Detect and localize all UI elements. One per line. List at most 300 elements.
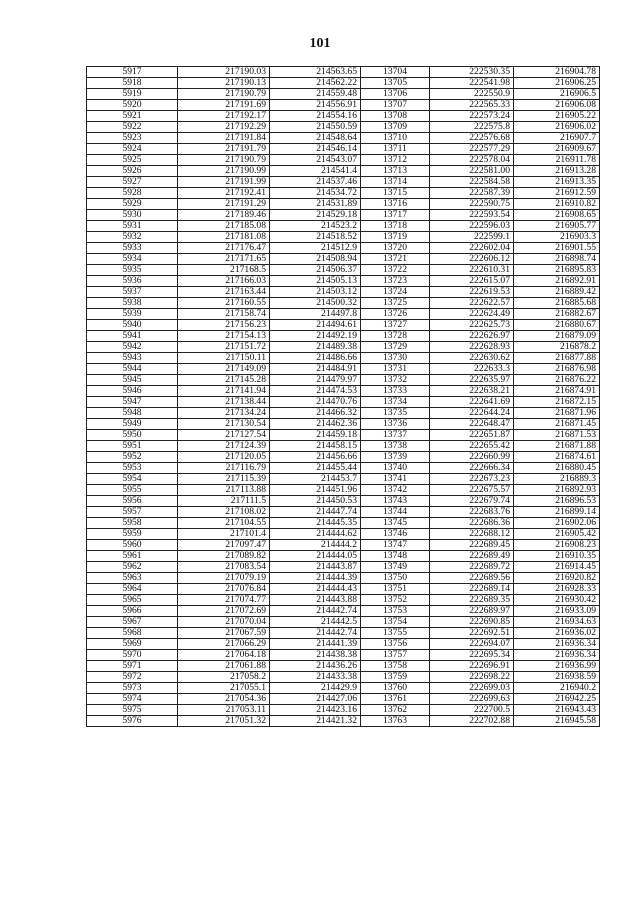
point-id-cell: 5938 [87,298,178,309]
y-coordinate-cell: 214462.36 [270,419,361,430]
point-id-cell: 13731 [361,364,430,375]
y-coordinate-cell: 214541.4 [270,166,361,177]
x-coordinate-cell: 217061.88 [178,661,270,672]
y-coordinate-cell: 216889.42 [514,287,600,298]
y-coordinate-cell: 216898.74 [514,254,600,265]
point-id-cell: 5917 [87,67,178,78]
point-id-cell: 5923 [87,133,178,144]
x-coordinate-cell: 222688.12 [430,529,514,540]
x-coordinate-cell: 222577.29 [430,144,514,155]
y-coordinate-cell: 214554.16 [270,111,361,122]
x-coordinate-cell: 222655.42 [430,441,514,452]
point-id-cell: 13704 [361,67,430,78]
coordinates-table-body [87,67,600,727]
x-coordinate-cell: 222686.36 [430,518,514,529]
table-row [87,353,600,364]
table-row [87,155,600,166]
table-row [87,694,600,705]
point-id-cell: 5929 [87,199,178,210]
y-coordinate-cell: 216942.25 [514,694,600,705]
point-id-cell: 13732 [361,375,430,386]
x-coordinate-cell: 217149.09 [178,364,270,375]
point-id-cell: 5922 [87,122,178,133]
point-id-cell: 13747 [361,540,430,551]
point-id-cell: 5926 [87,166,178,177]
x-coordinate-cell: 222565.33 [430,100,514,111]
x-coordinate-cell: 217101.4 [178,529,270,540]
point-id-cell: 13719 [361,232,430,243]
point-id-cell: 13713 [361,166,430,177]
y-coordinate-cell: 216912.59 [514,188,600,199]
y-coordinate-cell: 216903.3 [514,232,600,243]
y-coordinate-cell: 214492.19 [270,331,361,342]
y-coordinate-cell: 216874.91 [514,386,600,397]
y-coordinate-cell: 216905.22 [514,111,600,122]
table-row [87,650,600,661]
point-id-cell: 13750 [361,573,430,584]
x-coordinate-cell: 222628.93 [430,342,514,353]
table-row [87,177,600,188]
y-coordinate-cell: 216938.59 [514,672,600,683]
x-coordinate-cell: 217083.54 [178,562,270,573]
x-coordinate-cell: 217192.41 [178,188,270,199]
table-row [87,408,600,419]
x-coordinate-cell: 217097.47 [178,540,270,551]
y-coordinate-cell: 216871.96 [514,408,600,419]
y-coordinate-cell: 216872.15 [514,397,600,408]
y-coordinate-cell: 216904.78 [514,67,600,78]
table-row [87,716,600,727]
x-coordinate-cell: 222602.04 [430,243,514,254]
y-coordinate-cell: 214503.12 [270,287,361,298]
y-coordinate-cell: 214508.94 [270,254,361,265]
table-row [87,463,600,474]
table-row [87,419,600,430]
x-coordinate-cell: 222624.49 [430,309,514,320]
point-id-cell: 13737 [361,430,430,441]
x-coordinate-cell: 222619.53 [430,287,514,298]
point-id-cell: 5935 [87,265,178,276]
x-coordinate-cell: 222689.97 [430,606,514,617]
x-coordinate-cell: 222575.8 [430,122,514,133]
x-coordinate-cell: 222630.62 [430,353,514,364]
x-coordinate-cell: 217191.29 [178,199,270,210]
y-coordinate-cell: 216920.82 [514,573,600,584]
x-coordinate-cell: 217191.84 [178,133,270,144]
point-id-cell: 5976 [87,716,178,727]
x-coordinate-cell: 222666.34 [430,463,514,474]
coordinates-table [86,66,600,727]
point-id-cell: 13733 [361,386,430,397]
y-coordinate-cell: 216906.25 [514,78,600,89]
point-id-cell: 5941 [87,331,178,342]
y-coordinate-cell: 216892.93 [514,485,600,496]
y-coordinate-cell: 216914.45 [514,562,600,573]
y-coordinate-cell: 214429.9 [270,683,361,694]
table-row [87,705,600,716]
point-id-cell: 5947 [87,397,178,408]
point-id-cell: 13717 [361,210,430,221]
point-id-cell: 13742 [361,485,430,496]
point-id-cell: 13746 [361,529,430,540]
table-row [87,298,600,309]
y-coordinate-cell: 216906.08 [514,100,600,111]
x-coordinate-cell: 222641.69 [430,397,514,408]
x-coordinate-cell: 217141.94 [178,386,270,397]
point-id-cell: 13726 [361,309,430,320]
point-id-cell: 13740 [361,463,430,474]
x-coordinate-cell: 222625.73 [430,320,514,331]
table-row [87,540,600,551]
table-row [87,122,600,133]
y-coordinate-cell: 216936.02 [514,628,600,639]
x-coordinate-cell: 217054.36 [178,694,270,705]
y-coordinate-cell: 214474.53 [270,386,361,397]
y-coordinate-cell: 214444.43 [270,584,361,595]
point-id-cell: 5971 [87,661,178,672]
point-id-cell: 13722 [361,265,430,276]
point-id-cell: 5958 [87,518,178,529]
point-id-cell: 5943 [87,353,178,364]
point-id-cell: 13736 [361,419,430,430]
y-coordinate-cell: 216913.35 [514,177,600,188]
y-coordinate-cell: 214563.65 [270,67,361,78]
y-coordinate-cell: 214450.53 [270,496,361,507]
y-coordinate-cell: 216895.83 [514,265,600,276]
point-id-cell: 5967 [87,617,178,628]
y-coordinate-cell: 216880.67 [514,320,600,331]
x-coordinate-cell: 222573.24 [430,111,514,122]
y-coordinate-cell: 214534.72 [270,188,361,199]
table-row [87,397,600,408]
point-id-cell: 5936 [87,276,178,287]
y-coordinate-cell: 214512.9 [270,243,361,254]
y-coordinate-cell: 214441.39 [270,639,361,650]
y-coordinate-cell: 214505.13 [270,276,361,287]
point-id-cell: 5919 [87,89,178,100]
y-coordinate-cell: 216910.82 [514,199,600,210]
x-coordinate-cell: 217074.77 [178,595,270,606]
y-coordinate-cell: 216908.23 [514,540,600,551]
point-id-cell: 13751 [361,584,430,595]
point-id-cell: 13715 [361,188,430,199]
point-id-cell: 13755 [361,628,430,639]
point-id-cell: 13728 [361,331,430,342]
table-row [87,595,600,606]
x-coordinate-cell: 222689.72 [430,562,514,573]
x-coordinate-cell: 222651.87 [430,430,514,441]
x-coordinate-cell: 217124.39 [178,441,270,452]
x-coordinate-cell: 217076.84 [178,584,270,595]
point-id-cell: 13716 [361,199,430,210]
point-id-cell: 13734 [361,397,430,408]
x-coordinate-cell: 217064.18 [178,650,270,661]
x-coordinate-cell: 222689.56 [430,573,514,584]
y-coordinate-cell: 216936.99 [514,661,600,672]
y-coordinate-cell: 214444.05 [270,551,361,562]
table-row [87,276,600,287]
point-id-cell: 13707 [361,100,430,111]
x-coordinate-cell: 217089.82 [178,551,270,562]
x-coordinate-cell: 217055.1 [178,683,270,694]
point-id-cell: 5974 [87,694,178,705]
x-coordinate-cell: 217190.13 [178,78,270,89]
x-coordinate-cell: 222690.85 [430,617,514,628]
y-coordinate-cell: 214456.66 [270,452,361,463]
point-id-cell: 13709 [361,122,430,133]
table-row [87,89,600,100]
table-row [87,342,600,353]
point-id-cell: 5930 [87,210,178,221]
y-coordinate-cell: 214438.38 [270,650,361,661]
table-row [87,683,600,694]
point-id-cell: 5968 [87,628,178,639]
x-coordinate-cell: 217134.24 [178,408,270,419]
x-coordinate-cell: 217079.19 [178,573,270,584]
y-coordinate-cell: 216910.35 [514,551,600,562]
point-id-cell: 13735 [361,408,430,419]
y-coordinate-cell: 216871.45 [514,419,600,430]
point-id-cell: 13741 [361,474,430,485]
point-id-cell: 5955 [87,485,178,496]
point-id-cell: 5939 [87,309,178,320]
point-id-cell: 13759 [361,672,430,683]
table-row [87,452,600,463]
point-id-cell: 5949 [87,419,178,430]
x-coordinate-cell: 222606.12 [430,254,514,265]
table-row [87,67,600,78]
point-id-cell: 13760 [361,683,430,694]
x-coordinate-cell: 217120.05 [178,452,270,463]
point-id-cell: 5951 [87,441,178,452]
y-coordinate-cell: 214459.18 [270,430,361,441]
y-coordinate-cell: 216876.22 [514,375,600,386]
x-coordinate-cell: 222530.35 [430,67,514,78]
point-id-cell: 5932 [87,232,178,243]
y-coordinate-cell: 216878.2 [514,342,600,353]
x-coordinate-cell: 217192.17 [178,111,270,122]
x-coordinate-cell: 217053.11 [178,705,270,716]
y-coordinate-cell: 214548.64 [270,133,361,144]
point-id-cell: 5921 [87,111,178,122]
x-coordinate-cell: 217070.04 [178,617,270,628]
y-coordinate-cell: 216928.33 [514,584,600,595]
x-coordinate-cell: 222550.9 [430,89,514,100]
y-coordinate-cell: 214443.88 [270,595,361,606]
point-id-cell: 13723 [361,276,430,287]
point-id-cell: 13743 [361,496,430,507]
y-coordinate-cell: 216933.09 [514,606,600,617]
point-id-cell: 5918 [87,78,178,89]
point-id-cell: 5927 [87,177,178,188]
point-id-cell: 13721 [361,254,430,265]
table-row [87,375,600,386]
point-id-cell: 13710 [361,133,430,144]
x-coordinate-cell: 217190.99 [178,166,270,177]
x-coordinate-cell: 217066.29 [178,639,270,650]
table-row [87,628,600,639]
x-coordinate-cell: 222696.91 [430,661,514,672]
y-coordinate-cell: 216874.61 [514,452,600,463]
x-coordinate-cell: 217111.5 [178,496,270,507]
y-coordinate-cell: 214559.48 [270,89,361,100]
point-id-cell: 13711 [361,144,430,155]
point-id-cell: 5946 [87,386,178,397]
y-coordinate-cell: 214479.97 [270,375,361,386]
x-coordinate-cell: 217145.28 [178,375,270,386]
point-id-cell: 13706 [361,89,430,100]
y-coordinate-cell: 216940.2 [514,683,600,694]
point-id-cell: 13758 [361,661,430,672]
table-row [87,188,600,199]
point-id-cell: 5957 [87,507,178,518]
x-coordinate-cell: 222593.54 [430,210,514,221]
y-coordinate-cell: 216911.78 [514,155,600,166]
y-coordinate-cell: 216936.34 [514,639,600,650]
table-row [87,474,600,485]
x-coordinate-cell: 217067.59 [178,628,270,639]
point-id-cell: 5934 [87,254,178,265]
y-coordinate-cell: 214444.39 [270,573,361,584]
point-id-cell: 13761 [361,694,430,705]
point-id-cell: 5950 [87,430,178,441]
point-id-cell: 5965 [87,595,178,606]
point-id-cell: 13763 [361,716,430,727]
x-coordinate-cell: 217190.03 [178,67,270,78]
x-coordinate-cell: 222638.21 [430,386,514,397]
point-id-cell: 5964 [87,584,178,595]
point-id-cell: 13724 [361,287,430,298]
x-coordinate-cell: 217191.99 [178,177,270,188]
y-coordinate-cell: 216936.34 [514,650,600,661]
y-coordinate-cell: 216871.53 [514,430,600,441]
table-row [87,496,600,507]
table-row [87,254,600,265]
y-coordinate-cell: 214445.35 [270,518,361,529]
point-id-cell: 13762 [361,705,430,716]
table-row [87,441,600,452]
table-row [87,573,600,584]
y-coordinate-cell: 214518.52 [270,232,361,243]
point-id-cell: 5973 [87,683,178,694]
x-coordinate-cell: 222576.68 [430,133,514,144]
point-id-cell: 13754 [361,617,430,628]
y-coordinate-cell: 216934.63 [514,617,600,628]
y-coordinate-cell: 216901.55 [514,243,600,254]
y-coordinate-cell: 216899.14 [514,507,600,518]
x-coordinate-cell: 222689.49 [430,551,514,562]
y-coordinate-cell: 216913.28 [514,166,600,177]
table-row [87,166,600,177]
point-id-cell: 5953 [87,463,178,474]
point-id-cell: 5931 [87,221,178,232]
y-coordinate-cell: 214447.74 [270,507,361,518]
x-coordinate-cell: 222635.97 [430,375,514,386]
y-coordinate-cell: 216906.5 [514,89,600,100]
point-id-cell: 13739 [361,452,430,463]
table-row [87,485,600,496]
point-id-cell: 5945 [87,375,178,386]
table-row [87,199,600,210]
table-row [87,551,600,562]
point-id-cell: 5966 [87,606,178,617]
y-coordinate-cell: 214444.2 [270,540,361,551]
point-id-cell: 13748 [361,551,430,562]
y-coordinate-cell: 214466.32 [270,408,361,419]
y-coordinate-cell: 216909.67 [514,144,600,155]
y-coordinate-cell: 214433.38 [270,672,361,683]
x-coordinate-cell: 217154.13 [178,331,270,342]
table-row [87,364,600,375]
point-id-cell: 13752 [361,595,430,606]
y-coordinate-cell: 216879.09 [514,331,600,342]
table-row [87,661,600,672]
point-id-cell: 13729 [361,342,430,353]
y-coordinate-cell: 214427.06 [270,694,361,705]
y-coordinate-cell: 214442.5 [270,617,361,628]
x-coordinate-cell: 217189.46 [178,210,270,221]
y-coordinate-cell: 214486.66 [270,353,361,364]
y-coordinate-cell: 214537.46 [270,177,361,188]
x-coordinate-cell: 217171.65 [178,254,270,265]
y-coordinate-cell: 216889.3 [514,474,600,485]
x-coordinate-cell: 217127.54 [178,430,270,441]
x-coordinate-cell: 217150.11 [178,353,270,364]
table-row [87,210,600,221]
point-id-cell: 5944 [87,364,178,375]
x-coordinate-cell: 222689.35 [430,595,514,606]
y-coordinate-cell: 214442.74 [270,628,361,639]
y-coordinate-cell: 214556.91 [270,100,361,111]
y-coordinate-cell: 214444.62 [270,529,361,540]
y-coordinate-cell: 216907.7 [514,133,600,144]
table-row [87,672,600,683]
point-id-cell: 13727 [361,320,430,331]
point-id-cell: 5924 [87,144,178,155]
x-coordinate-cell: 222699.63 [430,694,514,705]
x-coordinate-cell: 217113.88 [178,485,270,496]
table-row [87,639,600,650]
y-coordinate-cell: 216880.45 [514,463,600,474]
point-id-cell: 5961 [87,551,178,562]
x-coordinate-cell: 222679.74 [430,496,514,507]
x-coordinate-cell: 217051.32 [178,716,270,727]
table-row [87,309,600,320]
y-coordinate-cell: 216943.43 [514,705,600,716]
x-coordinate-cell: 217163.44 [178,287,270,298]
point-id-cell: 13757 [361,650,430,661]
x-coordinate-cell: 217151.72 [178,342,270,353]
table-row [87,287,600,298]
y-coordinate-cell: 216871.88 [514,441,600,452]
point-id-cell: 5960 [87,540,178,551]
y-coordinate-cell: 216905.42 [514,529,600,540]
table-row [87,100,600,111]
x-coordinate-cell: 222694.07 [430,639,514,650]
table-row [87,265,600,276]
point-id-cell: 5963 [87,573,178,584]
point-id-cell: 13705 [361,78,430,89]
y-coordinate-cell: 214489.38 [270,342,361,353]
point-id-cell: 5942 [87,342,178,353]
y-coordinate-cell: 214543.07 [270,155,361,166]
x-coordinate-cell: 222702.88 [430,716,514,727]
x-coordinate-cell: 222673.23 [430,474,514,485]
point-id-cell: 13718 [361,221,430,232]
point-id-cell: 5969 [87,639,178,650]
table-row [87,221,600,232]
x-coordinate-cell: 222675.57 [430,485,514,496]
